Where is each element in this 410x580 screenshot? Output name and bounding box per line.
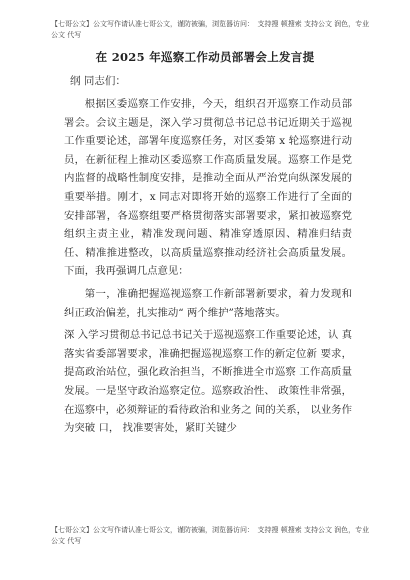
paragraph-first-point: 第一，准确把握巡视巡察工作新部署新要求，着力发现和纠正政治偏差，扎实推动“ 两个维护”落地落实。 [64,287,352,319]
document-body [64,95,352,438]
paragraph-continuation: 深 入学习贯彻总书记总书记关于巡视巡察工作重要论述，认 真落实省委部署要求，准确把握巡视巡察工作的新定位新 要求，提高政治站位，强化政治担当，不断推进全市巡察 工作高质量发展。一是坚守政治巡察定位。巡察政治性、 政策性非常强，在巡察中，必须辩证的看待政治和业务之 间的关系， 以业务作为突破 口， 找准要害处，紧盯关键少 [64,329,352,435]
salutation: 纲 同志们： [70,75,126,87]
footer-watermark-note: 【七哥公文】公文写作请认准七哥公文，谨防被骗，浏览器访问： 支持搜 顿搜索 支持公文 润色，专业公文 代写 [51,526,370,545]
document-title: 在 2025 年巡察工作动员部署会上发言提 [95,50,315,64]
header-watermark-note: 【七哥公文】公文写作请认准七哥公文，谨防被骗，浏览器访问： 支持搜 顿搜索 支持公文 润色，专业公文 代写 [51,20,370,39]
paragraph-intro: 根据区委巡察工作安排，今天，组织召开巡察工作动员部署会。会议主题是，深入学习贯彻总书记总书记近期关于巡视工作重要论述，部署年度巡察任务，对区委第 x 轮巡察进行动员，在新征程上推动区委巡察工作高质量发展。巡察工作是党内监督的战略性制度安排，是推动全面从严治党向纵深发展的重要举措。刚才，x 同志对即将开始的巡察工作进行了全面的安排部署，各巡察组要严格贯彻落实部署要求，紧扣被巡察党组织主责主业，精准发现问题、精准穿透原因、精准归结责任、精准推进整改，以高质量巡察推动经济社会高质量发展。下面，我再强调几点意见： [64,98,352,278]
